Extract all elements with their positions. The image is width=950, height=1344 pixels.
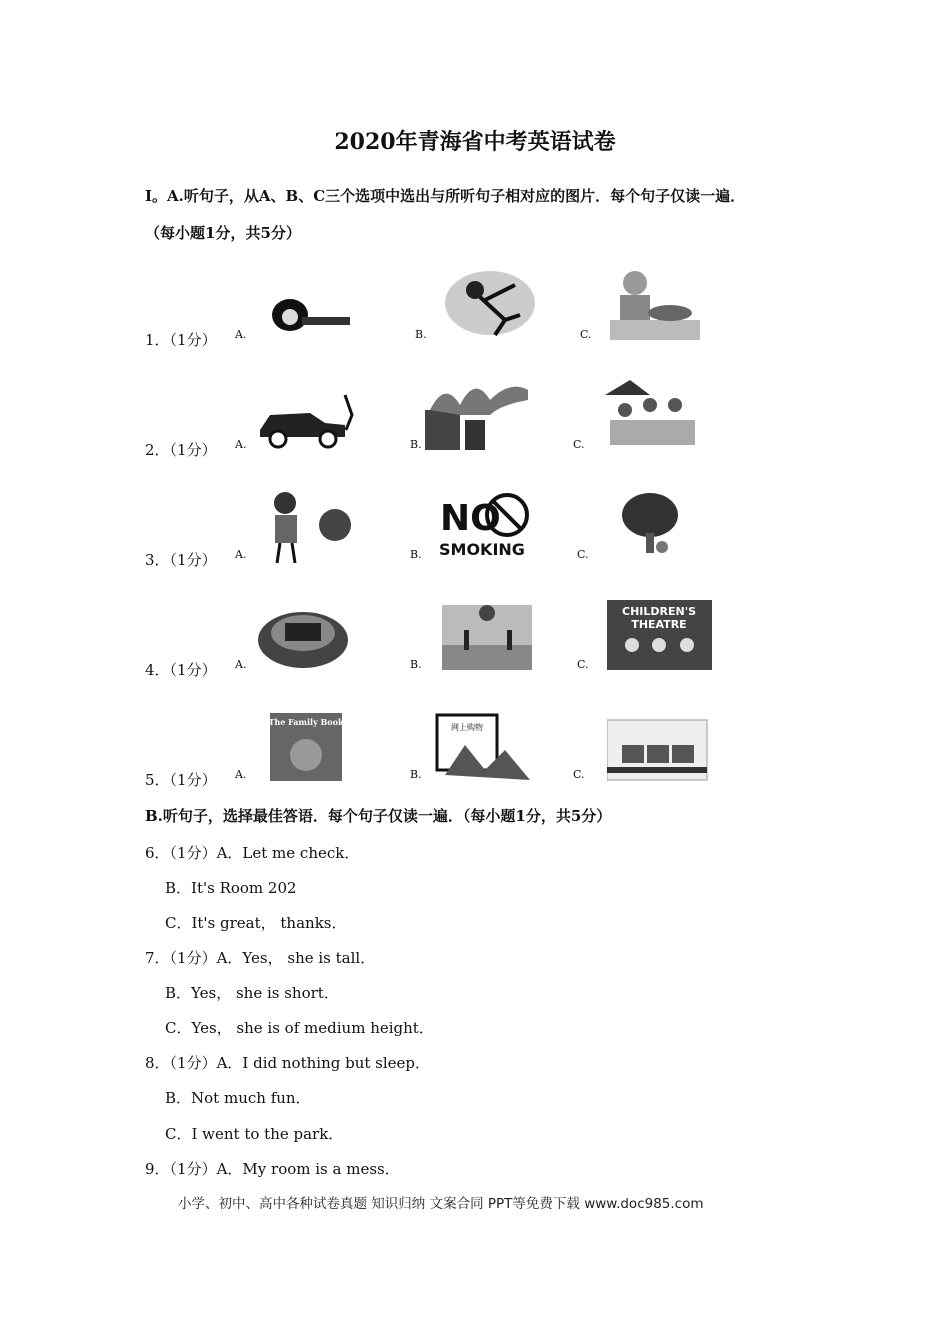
family-book-text: The Family Book: [270, 717, 344, 727]
q8-option-b: B．Not much fun．: [165, 1089, 311, 1107]
question-number: 6．（1分）: [145, 844, 217, 862]
fire-icon: [420, 375, 530, 455]
people-rain-icon: [595, 375, 705, 455]
option-text: A．I did nothing but sleep．: [216, 1054, 431, 1072]
question-2: [145, 365, 745, 459]
family-book-icon: [270, 705, 380, 785]
question-number: 9．（1分）: [145, 1160, 217, 1178]
question-number: 8．（1分）: [145, 1054, 217, 1072]
theatre-text-2: THEATRE: [631, 618, 687, 631]
option-c-label: C.: [580, 328, 592, 341]
question-number: 2．（1分）: [145, 441, 217, 459]
q6-option-b: B．It's Room 202: [165, 879, 297, 897]
option-a-label: A.: [235, 658, 247, 671]
footer-watermark: 小学、初中、高中各种试卷真题 知识归纳 文案合同 PPT等免费下载 www.doc985.com: [178, 1196, 704, 1212]
tree-smoke-icon: [600, 485, 710, 565]
q6-option-c: C．It's great， thanks．: [165, 914, 347, 932]
childrens-theatre-icon: [607, 595, 717, 675]
q8-option-c: C．I went to the park．: [165, 1125, 344, 1143]
q7-option-c: C．Yes， she is of medium height．: [165, 1019, 434, 1037]
option-b-label: B.: [410, 548, 422, 561]
question-1: [145, 255, 745, 349]
option-b-label: B.: [410, 438, 422, 451]
option-a-label: A.: [235, 328, 247, 341]
no-text: NO: [440, 498, 501, 539]
question-4: [145, 585, 745, 679]
q9-option-a: [145, 1158, 400, 1179]
q6-option-a: [145, 842, 359, 863]
train-scene-icon: [607, 705, 717, 785]
no-smoking-sign-icon: [435, 485, 545, 565]
option-c-label: C.: [577, 658, 589, 671]
option-text: A．Yes， she is tall．: [216, 949, 376, 967]
q8-option-a: [145, 1052, 430, 1073]
option-a-label: A.: [235, 768, 247, 781]
option-text: A．My room is a mess．: [216, 1160, 400, 1178]
option-b-label: B.: [410, 768, 422, 781]
person-cooking-icon: [600, 265, 710, 345]
question-3: [145, 475, 745, 569]
option-b-label: B.: [415, 328, 427, 341]
option-text: A．Let me check．: [216, 844, 360, 862]
section-b-heading: B.听句子，选择最佳答语．每个句子仅读一遍．（每小题1分，共5分）: [145, 807, 612, 825]
smoking-text: SMOKING: [439, 540, 525, 559]
car-accident-icon: [250, 375, 360, 455]
q7-option-a: [145, 947, 375, 968]
question-number: 3．（1分）: [145, 551, 217, 569]
page-title: 2020年青海省中考英语试卷: [334, 129, 616, 155]
question-number: 4．（1分）: [145, 661, 217, 679]
option-b-label: B.: [410, 658, 422, 671]
person-coughing-icon: [255, 485, 365, 565]
option-c-label: C.: [573, 768, 585, 781]
question-5: [145, 695, 745, 789]
person-falling-icon: [435, 265, 545, 345]
soccer-field-icon: [442, 595, 552, 675]
option-a-label: A.: [235, 438, 247, 451]
question-number: 7．（1分）: [145, 949, 217, 967]
person-lying-icon: [250, 265, 360, 345]
question-number: 5．（1分）: [145, 771, 217, 789]
option-c-label: C.: [573, 438, 585, 451]
stadium-icon: [253, 595, 363, 675]
option-a-label: A.: [235, 548, 247, 561]
question-number: 1．（1分）: [145, 331, 217, 349]
option-c-label: C.: [577, 548, 589, 561]
online-shopping-icon: [435, 705, 545, 785]
shop-sign-text: 网上购物: [451, 723, 483, 732]
theatre-text-1: CHILDREN'S: [622, 605, 696, 618]
section-a-score-note: （每小题1分，共5分）: [145, 224, 301, 242]
q7-option-b: B．Yes， she is short．: [165, 984, 339, 1002]
section-a-instructions: Ⅰ。A.听句子，从A、B、C三个选项中选出与所听句子相对应的图片．每个句子仅读一遍．: [145, 187, 746, 205]
